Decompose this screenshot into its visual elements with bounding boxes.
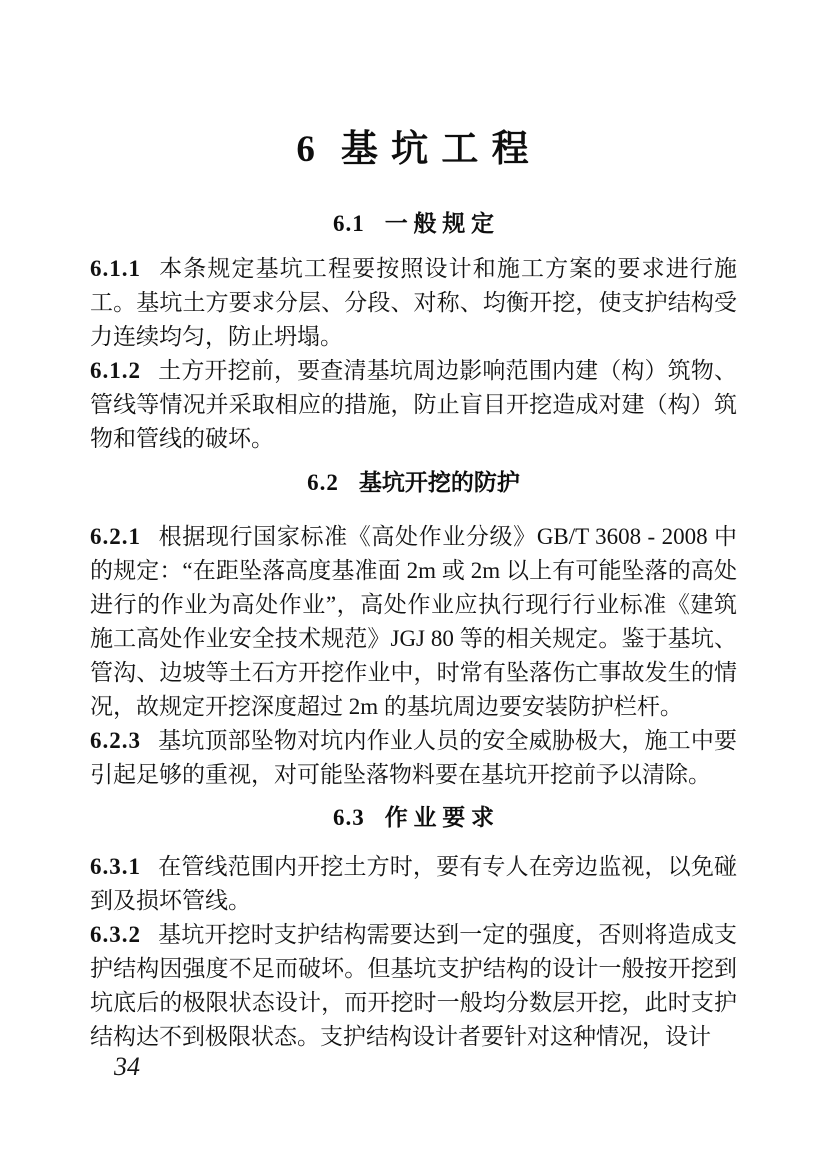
page-number: 34 — [114, 1052, 140, 1081]
section-title-text: 基坑开挖的防护 — [358, 470, 520, 495]
paragraph-text: 基坑顶部坠物对坑内作业人员的安全威胁极大，施工中要引起足够的重视，对可能坠落物料要在基坑开挖前予以清除。 — [90, 728, 737, 787]
paragraph-6-1-2 — [90, 354, 737, 456]
paragraph-text: 基坑开挖时支护结构需要达到一定的强度，否则将造成支护结构因强度不足而破坏。但基坑支护结构的设计一般按开挖到坑底后的极限状态设计，而开挖时一般均分数层开挖，此时支护结构达不到极限状态。支护结构设计者要针对这种情况，设计 — [90, 922, 737, 1049]
paragraph-text: 根据现行国家标准《高处作业分级》GB/T 3608 - 2008 中的规定：“在距坠落高度基准面 2m 或 2m 以上有可能坠落的高处进行的作业为高处作业”，高处作业应执行现行行业标准《建筑施工高处作业安全技术规范》JGJ 80 等的相关规定。鉴于基坑、管沟、边坡等土石方开挖作业中，时常有坠落伤亡事故发生的情况，故规定开挖深度超过 2m 的基坑周边要安装防护栏杆。 — [90, 524, 737, 719]
chapter-title-text: 基 坑 工 程 — [340, 129, 531, 170]
section-heading-6-2 — [90, 466, 737, 500]
section-title-text: 作 业 要 求 — [384, 805, 494, 830]
paragraph-6-3-2 — [90, 918, 737, 1054]
section-heading-6-1 — [90, 207, 737, 241]
paragraph-number: 6.1.1 — [90, 256, 141, 281]
chapter-title — [90, 0, 737, 172]
paragraph-number: 6.1.2 — [90, 358, 141, 383]
section-number: 6.2 — [307, 470, 339, 495]
paragraph-number: 6.2.1 — [90, 524, 141, 549]
paragraph-number: 6.2.3 — [90, 728, 141, 753]
paragraph-6-2-1 — [90, 520, 737, 724]
chapter-number: 6 — [296, 129, 315, 170]
paragraph-6-3-1 — [90, 850, 737, 918]
section-number: 6.1 — [333, 211, 365, 236]
section-number: 6.3 — [333, 805, 365, 830]
paragraph-number: 6.3.1 — [90, 854, 141, 879]
paragraph-text: 本条规定基坑工程要按照设计和施工方案的要求进行施工。基坑土方要求分层、分段、对称、均衡开挖，使支护结构受力连续均匀，防止坍塌。 — [90, 256, 737, 349]
paragraph-text: 土方开挖前，要查清基坑周边影响范围内建（构）筑物、管线等情况并采取相应的措施，防止盲目开挖造成对建（构）筑物和管线的破坏。 — [90, 358, 737, 451]
paragraph-6-2-3 — [90, 724, 737, 792]
section-heading-6-3 — [90, 801, 737, 835]
paragraph-number: 6.3.2 — [90, 922, 141, 947]
paragraph-6-1-1 — [90, 252, 737, 354]
paragraph-text: 在管线范围内开挖土方时，要有专人在旁边监视，以免碰到及损坏管线。 — [90, 854, 737, 913]
section-title-text: 一 般 规 定 — [384, 211, 494, 236]
